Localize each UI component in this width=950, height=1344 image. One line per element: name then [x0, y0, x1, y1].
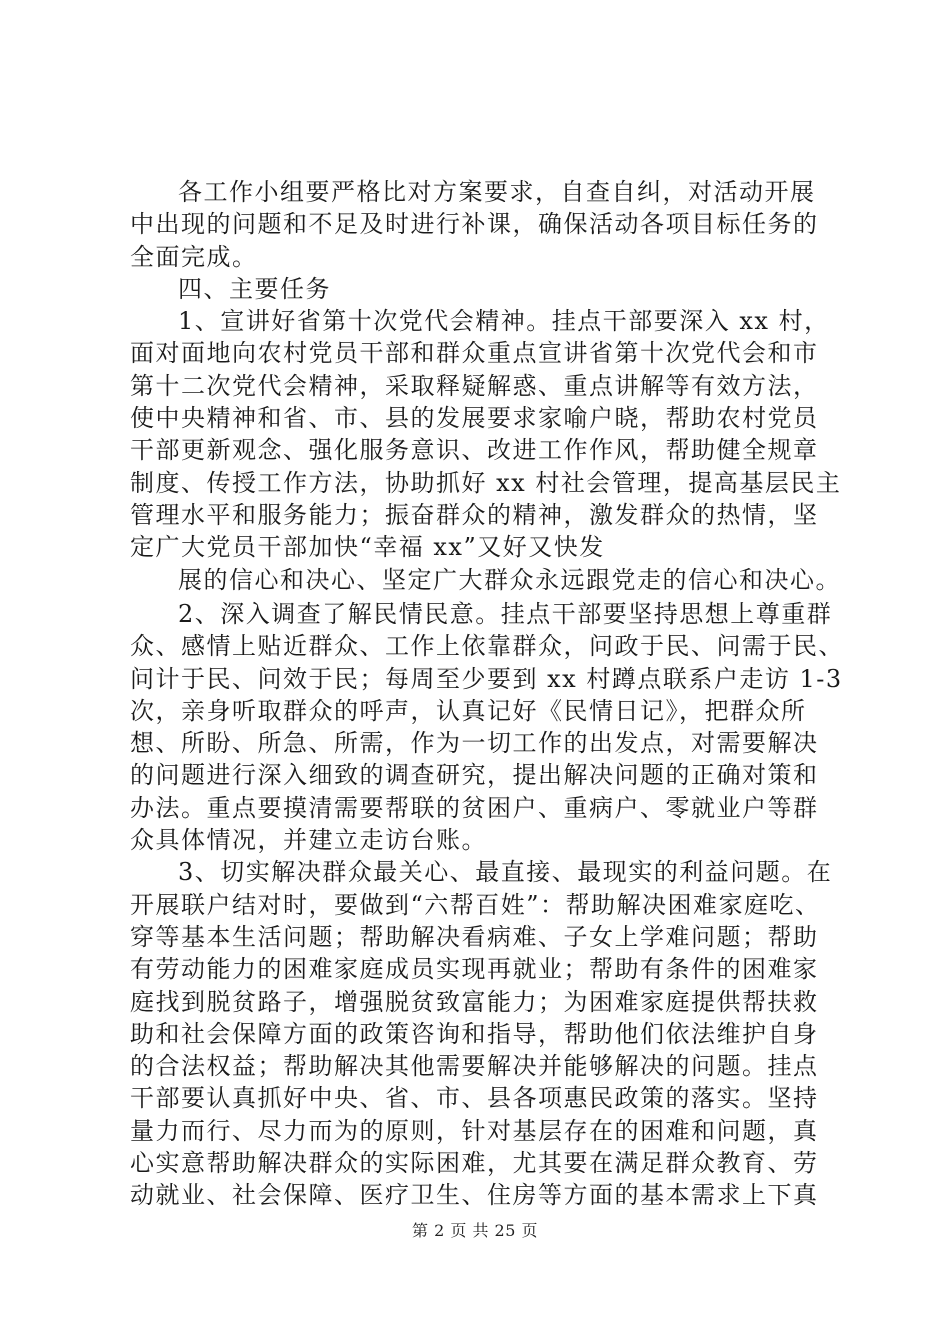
text-block-1 [130, 176, 842, 596]
paragraph-line: 中出现的问题和不足及时进行补课，确保活动各项目标任务的 [130, 210, 819, 239]
paragraph-line: 问计于民、问效于民；每周至少要到 xx 村蹲点联系户走访 1-3 [130, 664, 843, 693]
paragraph-line: 干部更新观念、强化服务意识、改进工作作风，帮助健全规章 [130, 436, 819, 465]
paragraph-line: 2、深入调查了解民情民意。挂点干部要坚持思想上尊重群 [178, 600, 833, 628]
paragraph-line: 众、感情上贴近群众、工作上依靠群众，问政于民、问需于民、 [130, 632, 844, 661]
paragraph-line: 助和社会保障方面的政策咨询和指导，帮助他们依法维护自身 [130, 1019, 819, 1048]
paragraph-line: 定广大党员干部加快“幸福 xx”又好又快发 [130, 533, 605, 562]
paragraph-line: 使中央精神和省、市、县的发展要求家喻户晓，帮助农村党员 [130, 404, 819, 433]
paragraph-line: 的问题进行深入细致的调查研究，提出解决问题的正确对策和 [130, 761, 819, 790]
page-number-label: 第 2 页 共 25 页 [412, 1221, 538, 1240]
paragraph-line: 管理水平和服务能力；振奋群众的精神，激发群众的热情，坚 [130, 500, 819, 529]
paragraph-line: 1、宣讲好省第十次党代会精神。挂点干部要深入 xx 村， [178, 307, 830, 336]
paragraph-line: 干部要认真抓好中央、省、市、县各项惠民政策的落实。坚持 [130, 1084, 819, 1113]
paragraph-line: 全面完成。 [130, 242, 258, 271]
paragraph-line: 想、所盼、所急、所需，作为一切工作的出发点，对需要解决 [130, 729, 819, 758]
paragraph-line: 办法。重点要摸清需要帮联的贫困户、重病户、零就业户等群 [130, 793, 819, 822]
paragraph-line: 穿等基本生活问题；帮助解决看病难、子女上学难问题；帮助 [130, 922, 819, 951]
paragraph-line: 庭找到脱贫路子，增强脱贫致富能力；为困难家庭提供帮扶救 [130, 987, 819, 1016]
paragraph-line: 次，亲身听取群众的呼声，认真记好《民情日记》，把群众所 [130, 696, 807, 725]
paragraph-line: 第十二次党代会精神，采取释疑解惑、重点讲解等有效方法， [130, 371, 819, 400]
page-footer [0, 1218, 950, 1241]
paragraph-line: 展的信心和决心、坚定广大群众永远跟党走的信心和决心。 [178, 565, 841, 594]
section-heading: 四、主要任务 [178, 274, 331, 303]
paragraph-line: 心实意帮助解决群众的实际困难，尤其要在满足群众教育、劳 [130, 1149, 819, 1178]
paragraph-line: 众具体情况，并建立走访台账。 [130, 826, 487, 855]
paragraph-line: 开展联户结对时，要做到“六帮百姓”：帮助解决困难家庭吃、 [130, 890, 821, 919]
paragraph-line: 动就业、社会保障、医疗卫生、住房等方面的基本需求上下真 [130, 1181, 819, 1210]
paragraph-line: 有劳动能力的困难家庭成员实现再就业；帮助有条件的困难家 [130, 955, 819, 984]
paragraph-line: 3、切实解决群众最关心、最直接、最现实的利益问题。在 [178, 858, 833, 887]
paragraph-line: 制度、传授工作方法，协助抓好 xx 村社会管理，提高基层民主 [130, 468, 842, 497]
paragraph-line: 面对面地向农村党员干部和群众重点宣讲省第十次党代会和市 [130, 339, 819, 368]
paragraph-line: 各工作小组要严格比对方案要求，自查自纠，对活动开展 [178, 178, 816, 206]
text-block-2 [130, 598, 844, 1212]
paragraph-line: 的合法权益；帮助解决其他需要解决并能够解决的问题。挂点 [130, 1052, 819, 1081]
paragraph-line: 量力而行、尽力而为的原则，针对基层存在的困难和问题，真 [130, 1116, 819, 1145]
